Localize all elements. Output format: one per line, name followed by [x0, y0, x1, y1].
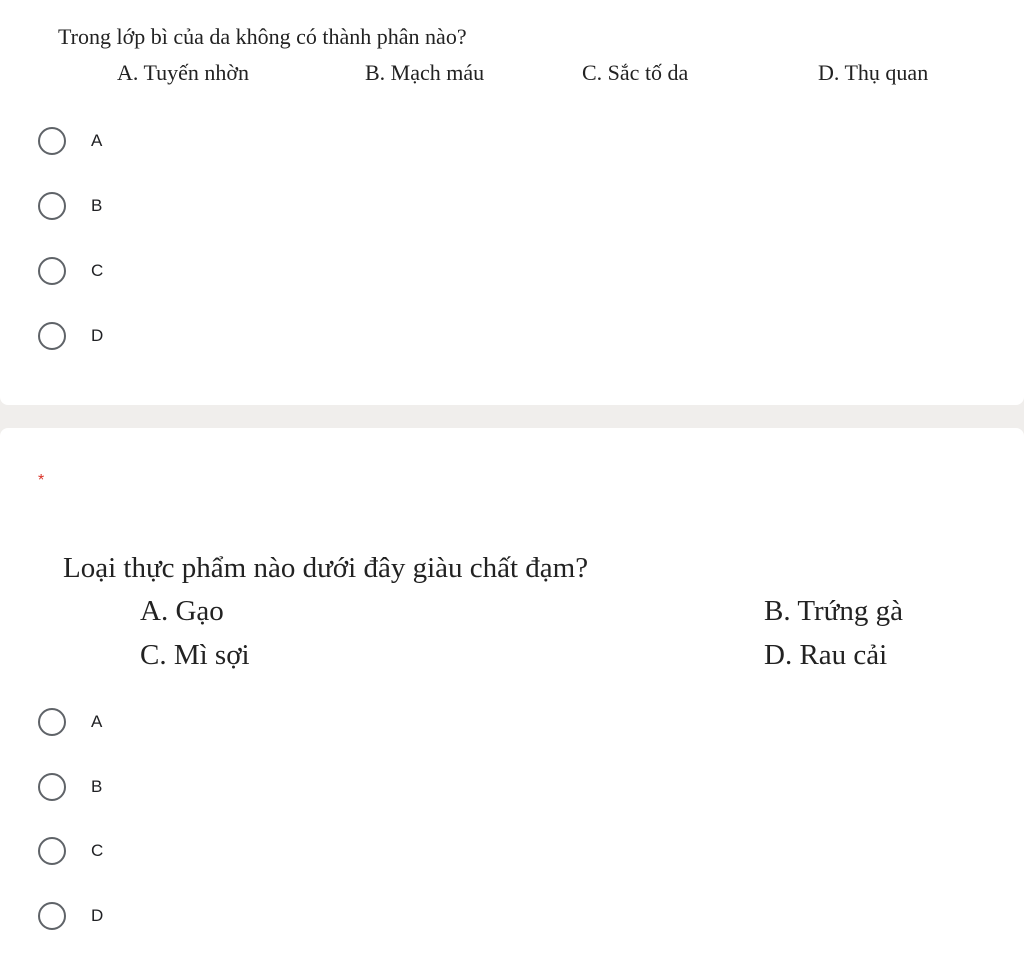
radio-button[interactable]	[38, 322, 66, 350]
option-label: A	[91, 712, 103, 731]
option-label: B	[91, 196, 103, 215]
question-1-text: Trong lớp bì của da không có thành phân nào?	[58, 24, 467, 49]
question-1-choice-d: D. Thụ quan	[818, 60, 929, 85]
option-label: D	[91, 906, 104, 925]
radio-button[interactable]	[38, 192, 66, 220]
question-2-choice-c: C. Mì sợi	[140, 639, 250, 671]
required-asterisk: *	[38, 472, 45, 489]
option-label: B	[91, 777, 103, 796]
question-2-text: Loại thực phẩm nào dưới đây giàu chất đạm?	[63, 552, 589, 584]
radio-button[interactable]	[38, 708, 66, 736]
question-1-option-a[interactable]	[38, 124, 102, 158]
question-1-choice-c: C. Sắc tố da	[582, 60, 689, 85]
question-2-choice-b: B. Trứng gà	[764, 595, 904, 627]
question-2-option-b[interactable]	[38, 770, 102, 804]
option-label: C	[91, 261, 104, 280]
question-1-choice-a: A. Tuyến nhờn	[117, 60, 250, 85]
question-1-option-c[interactable]	[38, 254, 103, 288]
question-1-choice-b: B. Mạch máu	[365, 60, 485, 85]
question-2-choice-a: A. Gạo	[140, 595, 224, 627]
radio-button[interactable]	[38, 127, 66, 155]
radio-button[interactable]	[38, 257, 66, 285]
question-2-choice-d: D. Rau cải	[764, 639, 888, 671]
question-2-option-d[interactable]	[38, 899, 103, 933]
option-label: A	[91, 131, 103, 150]
question-2-option-c[interactable]	[38, 834, 103, 868]
question-card-1	[0, 0, 1024, 405]
radio-button[interactable]	[38, 773, 66, 801]
radio-button[interactable]	[38, 902, 66, 930]
question-1-option-b[interactable]	[38, 189, 102, 223]
question-1-option-d[interactable]	[38, 319, 103, 353]
option-label: C	[91, 841, 104, 860]
radio-button[interactable]	[38, 837, 66, 865]
question-card-2	[0, 428, 1024, 959]
question-2-option-a[interactable]	[38, 705, 102, 739]
option-label: D	[91, 326, 104, 345]
